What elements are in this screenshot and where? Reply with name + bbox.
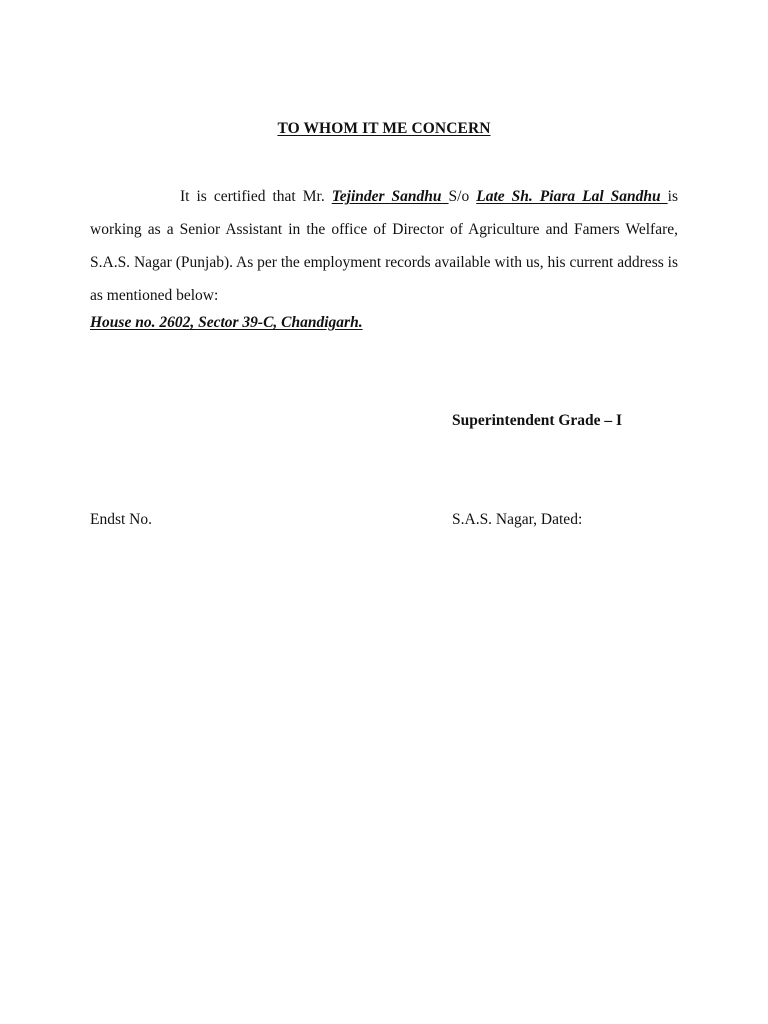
document-title: TO WHOM IT ME CONCERN [277, 120, 491, 137]
signatory-designation: Superintendent Grade – I [452, 412, 623, 429]
place-date-label: S.A.S. Nagar, Dated: [452, 511, 583, 528]
person-name: Tejinder Sandhu [331, 188, 449, 205]
certificate-body [90, 180, 678, 312]
relation-text: S/o [448, 188, 477, 205]
current-address: House no. 2602, Sector 39-C, Chandigarh. [90, 314, 363, 331]
body-intro: It is certified that Mr. [180, 188, 332, 205]
father-name: Late Sh. Piara Lal Sandhu [476, 188, 668, 205]
body-continuation: is working as a Senior Assistant in the office of Director of Agriculture and Famers Welfare, S.A.S. Nagar (Punjab). As per the employment records available with us, his current address is as mentioned below: [90, 188, 678, 304]
endorsement-number-label: Endst No. [90, 511, 152, 528]
